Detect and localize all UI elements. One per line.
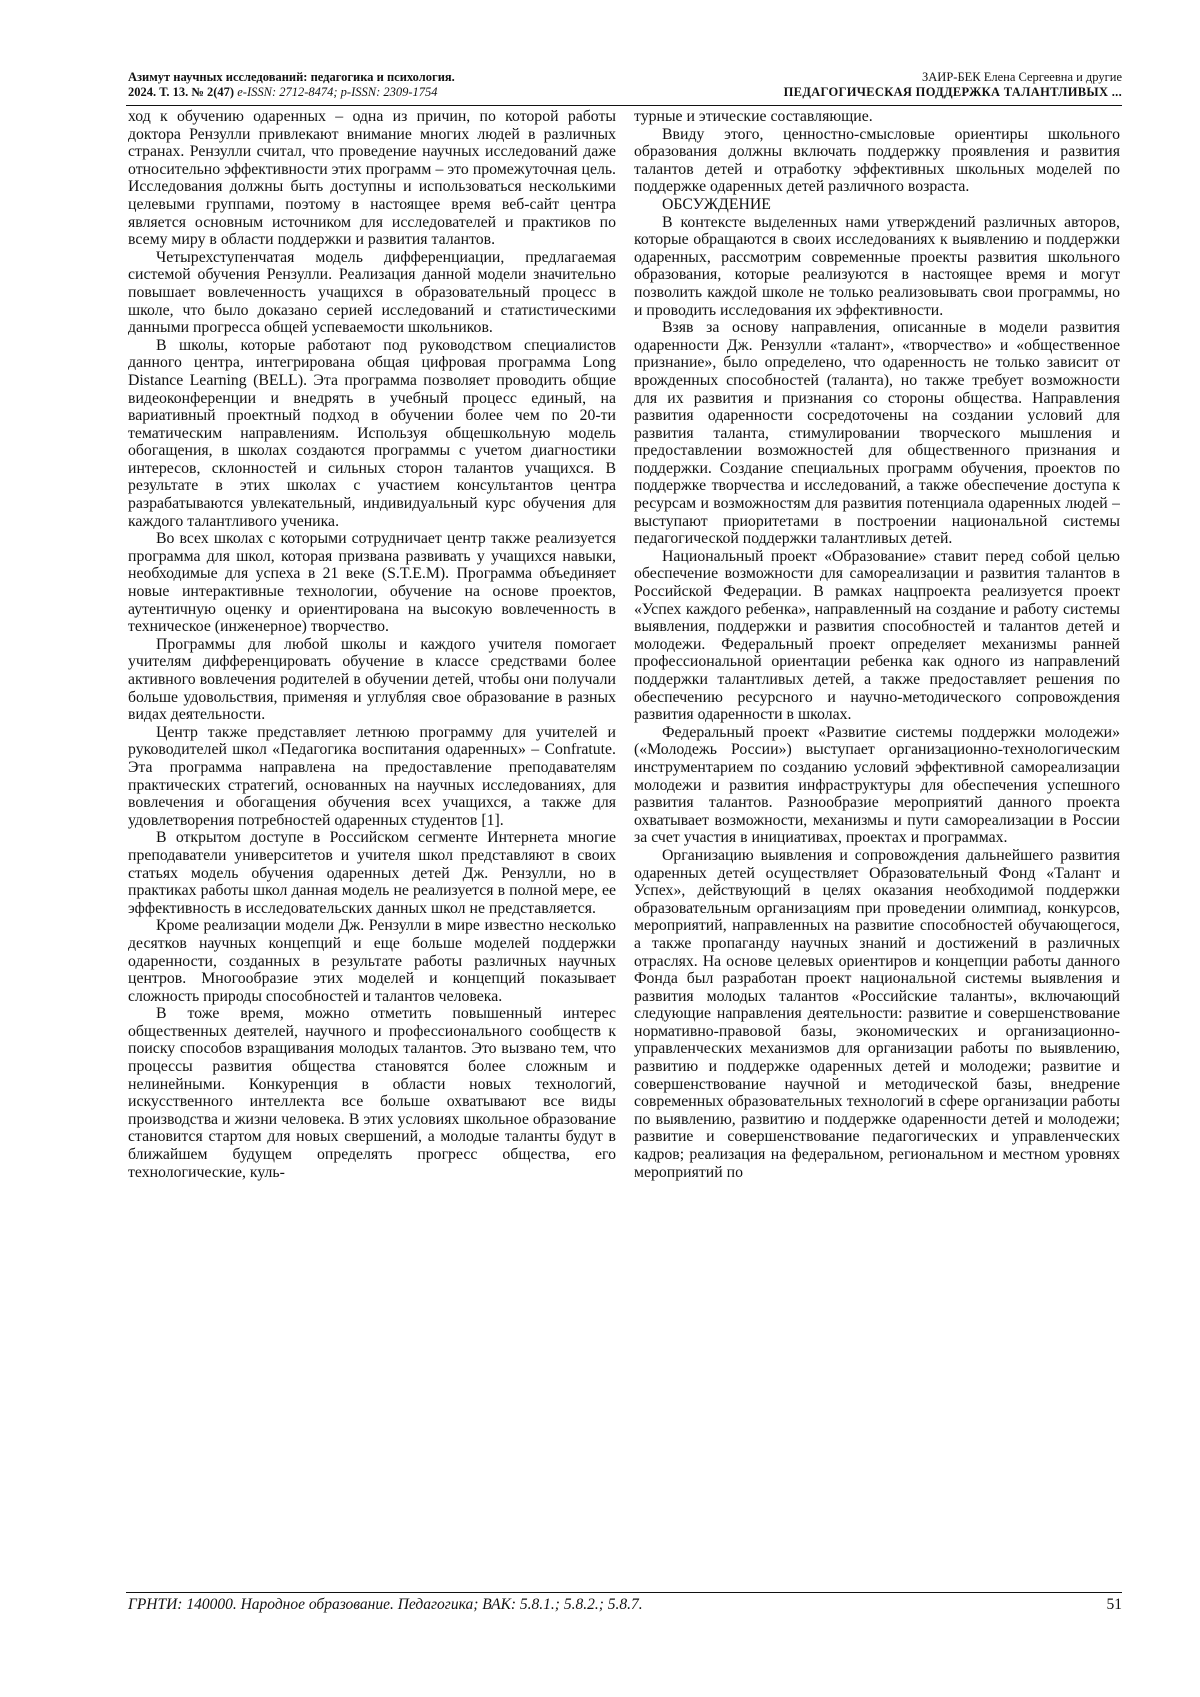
article-authors: ЗАИР-БЕК Елена Сергеевна и другие xyxy=(922,70,1122,84)
article-info xyxy=(784,70,1122,100)
section-heading: ОБСУЖДЕНИЕ xyxy=(662,195,771,213)
journal-issue: 2024. Т. 13. № 2(47) xyxy=(128,85,235,99)
paragraph: Взяв за основу направления, описанные в модели развития одаренности Дж. Рензулли «талант», «творчество» и «общественное признание», было определено, что одаренность не только зависит от врожденных способностей (таланта), но также требует возможности для их развития и признания со стороны общества. Направления развития одаренности сосредоточены на создании условий для развития таланта, стимулировании творческого мышления и предоставлении возможностей для общественного признания и поддержки. Создание специальных программ обучения, проектов по поддержке творчества и исследований, а также обеспечение доступа к ресурсам и возможностям для развития потенциала одаренных людей – выступают приоритетами в построении национальной системы педагогической поддержки талантливых детей. xyxy=(634,319,1120,548)
paragraph: Федеральный проект «Развитие системы поддержки молодежи» («Молодежь России») выступает организационно-технологическим инструментарием по созданию условий эффективной самореализации молодежи и развития инфраструктуры для обеспечения успешного развития талантов. Разнообразие мероприятий данного проекта охватывает возможности, механизмы и пути самореализации в России за счет участия в инициативах, проектах и программах. xyxy=(634,723,1120,847)
paragraph: Во всех школах с которыми сотрудничает центр также реализуется программа для школ, которая призвана развивать у учащихся навыки, необходимые для успеха в 21 веке (S.T.E.M). Программа объединяет новые интерактивные технологии, обучение на основе проектов, аутентичную оценку и ориентирована на высокую вовлеченность в техническое (инженерное) творчество. xyxy=(128,530,616,636)
page-footer xyxy=(128,1596,1122,1618)
paragraph: Программы для любой школы и каждого учителя помогает учителям дифференцировать обучение в классе средствами более активного вовлечения родителей в обучении детей, чтобы они получали больше удовольствия, применяя и углубляя свое образование в разных видах деятельности. xyxy=(128,635,616,724)
journal-info xyxy=(128,70,455,100)
journal-issn: e-ISSN: 2712-8474; p-ISSN: 2309-1754 xyxy=(237,85,438,99)
page-number: 51 xyxy=(1106,1596,1122,1613)
header-rule xyxy=(126,105,1122,106)
right-column xyxy=(634,108,1120,1592)
paragraph: В открытом доступе в Российском сегменте Интернета многие преподаватели университетов и учителя школ представляют в своих статьях модель обучения одаренных детей Дж. Рензулли, но в практиках работы школ данная модель не реализуется в полной мере, ее эффективность в исследовательских данных школ не представляется. xyxy=(128,829,616,917)
footer-rule xyxy=(126,1592,1122,1593)
paragraph: В школы, которые работают под руководством специалистов данного центра, интегрирована общая цифровая программа Long Distance Learning (BELL). Эта программа позволяет проводить общие видеоконференции и внедрять в учебный процесс единый, на вариативный проектный подход в обучении более чем по 20-ти тематическим направлениям. Используя общешкольную модель обогащения, в школах создаются программы с учетом диагностики интересов, склонностей и сильных сторон талантов учащихся. В результате в этих школах с участием консультантов центра разрабатываются увлекательный, индивидуальный курс обучения для каждого талантливого ученика. xyxy=(128,336,616,530)
paragraph: Четырехступенчатая модель дифференциации, предлагаемая системой обучения Рензулли. Реализация данной модели значительно повышает вовлеченность учащихся в образовательный процесс в школе, что было доказано серией исследований и статистическими данными прогресса общей успеваемости школьников. xyxy=(128,248,616,337)
paragraph: ход к обучению одаренных – одна из причин, по которой работы доктора Рензулли привлекают внимание многих людей в различных странах. Рензулли считал, что проведение научных исследований даже относительно эффективности этих программ – это промежуточная цель. Исследования должны быть доступны и использоваться несколькими целевыми группами, поэтому в настоящее время веб-сайт центра является основным источником для исследователей и практиков по всему миру в области поддержки и развития талантов. xyxy=(128,108,616,249)
paragraph: Центр также представляет летнюю программу для учителей и руководителей школ «Педагогика воспитания одаренных» – Confratute. Эта программа направлена на предоставление преподавателям практических стратегий, основанных на научных исследованиях, для вовлечения и обогащения обучения всех учащихся, а также для удовлетворения потребностей одаренных студентов [1]. xyxy=(128,723,616,829)
paragraph: Кроме реализации модели Дж. Рензулли в мире известно несколько десятков научных концепций и еще больше моделей поддержки одаренности, созданных в результате работы различных научных центров. Многообразие этих моделей и концепций показывает сложность природы способностей и талантов человека. xyxy=(128,917,616,1005)
paragraph: В контексте выделенных нами утверждений различных авторов, которые обращаются в своих исследованиях к выявлению и поддержки одаренных, рассмотрим современные проекты развития школьного образования, которые реализуются в настоящее время и могут позволить каждой школе не только реализовывать свои программы, но и проводить исследования их эффективности. xyxy=(634,213,1120,319)
paragraph: Организацию выявления и сопровождения дальнейшего развития одаренных детей осуществляет Образовательный Фонд «Талант и Успех», действующий в целях оказания необходимой поддержки образовательным организациям при проведении олимпиад, конкурсов, мероприятий, направленных на развитие способностей обучающегося, а также пропаганду научных знаний и достижений в различных отраслях. На основе целевых ориентиров и концепции работы данного Фонда был разработан проект национальной системы выявления и развития молодых талантов «Российские таланты», включающий следующие направления деятельности: развитие и совершенствование нормативно-правовой базы, экономических и организационно-управленческих механизмов для организации работы по выявлению, развитию и поддержке одаренных детей и молодежи; развитие и совершенствование научной и методической базы, внедрение современных образовательных технологий в сфере организации работы по выявлению, развитию и поддержке одаренности детей и молодежи; развитие и совершенствование педагогических и управленческих кадров; реализация на федеральном, региональном и местном уровнях мероприятий по xyxy=(634,846,1120,1181)
paragraph: В тоже время, можно отметить повышенный интерес общественных деятелей, научного и профессионального сообществ к поиску способов взращивания молодых талантов. Это вызвано тем, что процессы развития общества становятся более сложным и нелинейными. Конкуренция в области новых технологий, искусственного интеллекта все больше охватывают все виды производства и жизни человека. В этих условиях школьное образование становится стартом для новых свершений, а молодые таланты будут в ближайшем будущем определять прогресс общества, его технологические, куль- xyxy=(128,1005,616,1181)
paragraph: турные и этические составляющие. xyxy=(634,108,873,125)
journal-title: Азимут научных исследований: педагогика и психология. xyxy=(128,70,455,84)
article-running-title: ПЕДАГОГИЧЕСКАЯ ПОДДЕРЖКА ТАЛАНТЛИВЫХ ... xyxy=(783,85,1122,99)
paragraph: Национальный проект «Образование» ставит перед собой целью обеспечение возможности для самореализации и развития талантов в Российской Федерации. В рамках нацпроекта реализуется проект «Успех каждого ребенка», направленный на создание и работу системы выявления, поддержки и развития способностей и талантов детей и молодежи. Федеральный проект определяет механизмы ранней профессиональной ориентации ребенка как одного из направлений поддержки талантливых детей, а также предоставляет решения по обеспечению ресурсного и научно-методического сопровождения развития одаренности в школах. xyxy=(634,547,1120,724)
classification-codes: ГРНТИ: 140000. Народное образование. Педагогика; ВАК: 5.8.1.; 5.8.2.; 5.8.7. xyxy=(128,1596,643,1613)
journal-issue-line xyxy=(128,85,455,100)
left-column xyxy=(128,108,616,1592)
paragraph: Ввиду этого, ценностно-смысловые ориентиры школьного образования должны включать поддержку проявления и развития талантов детей и отработку эффективных школьных моделей по поддержке одаренных детей различного возраста. xyxy=(634,125,1120,196)
